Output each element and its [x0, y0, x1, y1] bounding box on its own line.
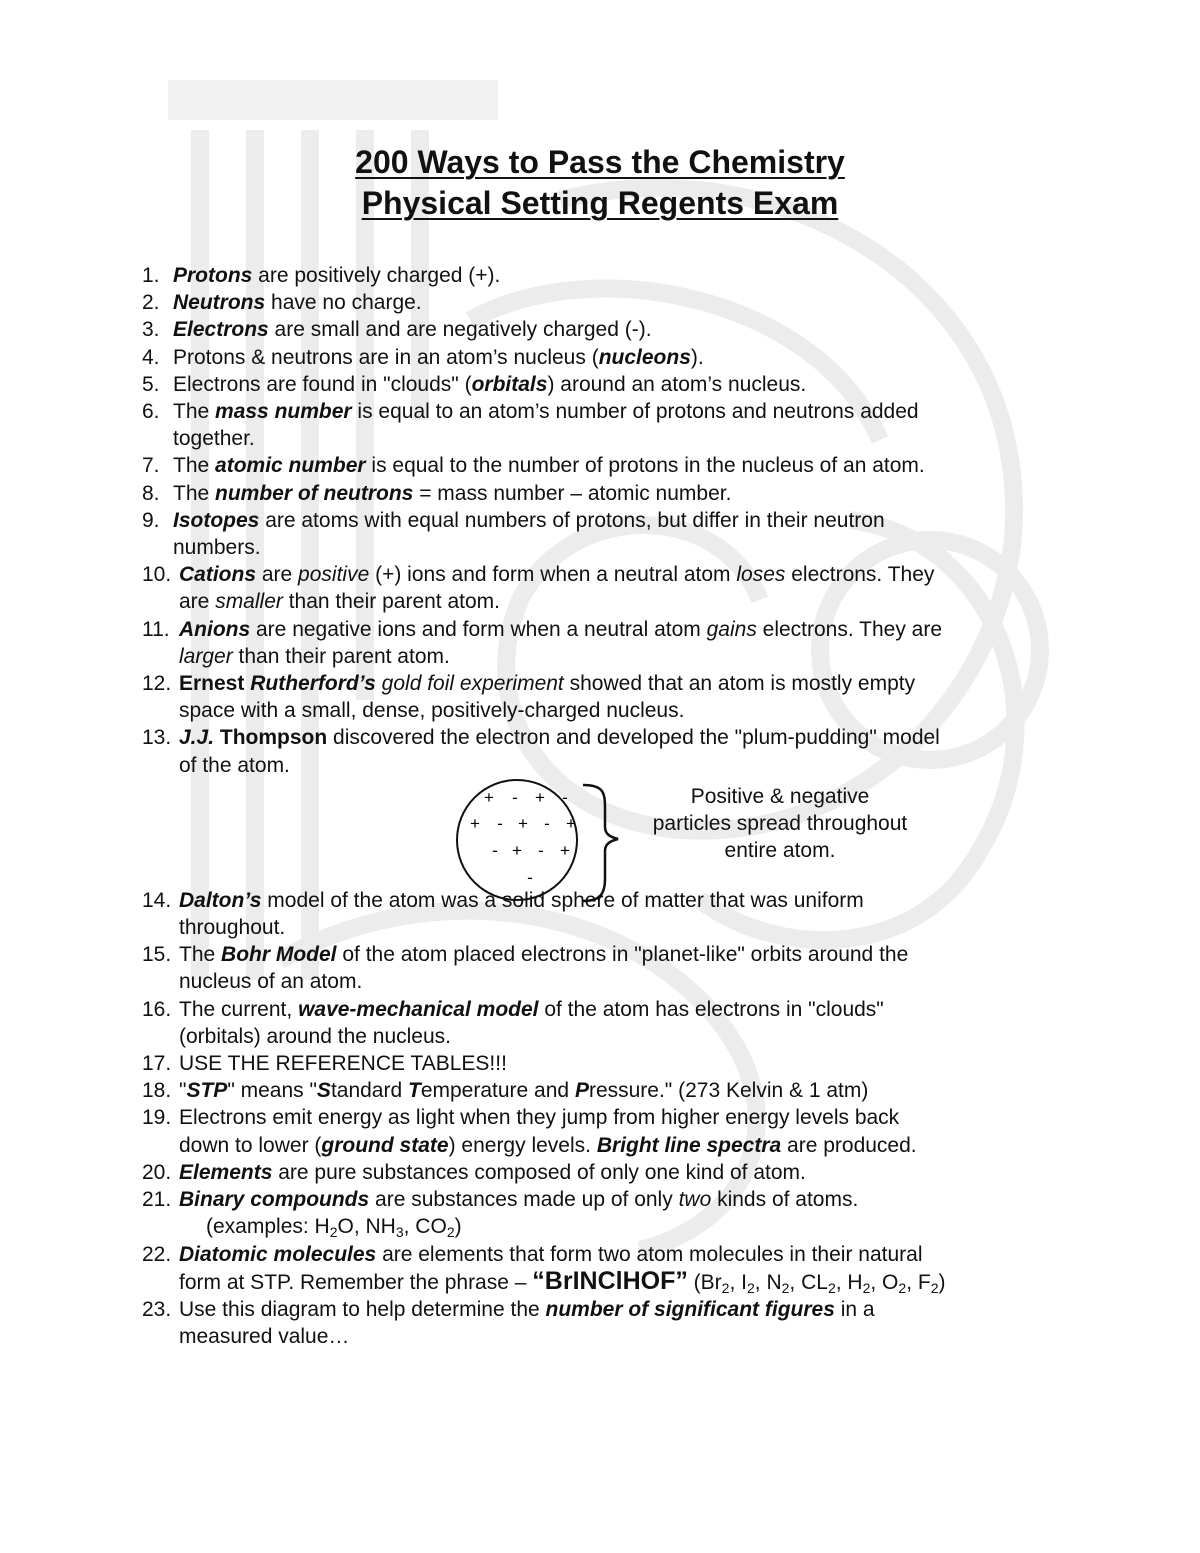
bold-italic-term [179, 563, 256, 586]
text-run: The [173, 400, 216, 424]
subscript: 2 [862, 1279, 871, 1296]
item-line [179, 941, 1062, 968]
positive-charge: + [484, 787, 494, 807]
emphasis-term: nucleons [598, 345, 691, 369]
item-line [179, 697, 1062, 724]
list-item [142, 1159, 1062, 1186]
text-run: space with a small, dense, positively-charged nucleus. [179, 699, 685, 723]
emphasis-term: P [574, 1079, 589, 1103]
text-run: discovered the electron and developed the "plum-pudding" model [327, 726, 940, 750]
text-run: , N [754, 1270, 782, 1294]
text-run: of the atom has electrons in "clouds" [538, 997, 884, 1021]
item-line [173, 507, 1062, 534]
positive-charge: + [560, 840, 570, 860]
list-item [142, 724, 1062, 778]
emphasis-term: Binary compounds [179, 1188, 370, 1212]
text-run: ressure." (273 Kelvin & 1 atm) [588, 1079, 869, 1103]
item-number: 14. [142, 888, 172, 912]
item-line [179, 1050, 1062, 1077]
list-item [142, 616, 1062, 670]
item-number: 11. [142, 617, 170, 641]
bold-italic-term [215, 400, 352, 423]
text-run: The [179, 943, 222, 967]
text-run: , CL [789, 1270, 828, 1294]
item-line [179, 1077, 1062, 1104]
item-number: 3. [142, 318, 160, 342]
text-run: is equal to an atom’s number of protons and neutrons added [351, 400, 919, 424]
subscript: 2 [329, 1224, 338, 1241]
bold-italic-term [408, 1079, 421, 1102]
item-line [179, 1186, 1062, 1213]
text-run: Use this diagram to help determine the [179, 1297, 546, 1321]
list-item [142, 1104, 1062, 1158]
text-run: nucleus of an atom. [179, 970, 363, 994]
emphasis-term: number of neutrons [215, 481, 414, 505]
positive-charge: + [535, 787, 545, 807]
italic-term: smaller [215, 590, 283, 614]
item-line [179, 616, 1062, 643]
bold-italic-term [298, 998, 538, 1021]
item-line [179, 724, 1062, 751]
list-item [142, 1241, 1062, 1296]
text-run: Protons & neutrons are in an atom’s nucleus ( [173, 345, 599, 369]
italic-term: gold foil experiment [381, 672, 564, 696]
emphasis-term: Diatomic molecules [179, 1242, 377, 1266]
item-number: 19. [142, 1106, 172, 1130]
text-run: (Br [687, 1270, 722, 1294]
subscript: 2 [446, 1224, 455, 1241]
text-run: are substances made up of only [369, 1188, 679, 1212]
item-line [179, 670, 1062, 697]
bold-italic-term [599, 346, 691, 369]
text-run: model of the atom was a solid sphere of matter that was uniform [261, 888, 864, 912]
item-line [173, 480, 1062, 507]
list-item [142, 344, 1062, 371]
text-run: ) [454, 1215, 462, 1239]
text-run: ). [690, 345, 704, 369]
item-line [179, 1296, 1062, 1323]
item-line [179, 752, 1062, 779]
emphasis-term: Electrons [173, 318, 269, 342]
item-line [179, 1132, 1062, 1159]
item-line [179, 996, 1062, 1023]
emphasis-term: wave-mechanical model [298, 997, 539, 1021]
positive-charge: + [470, 813, 480, 833]
text-run: kinds of atoms. [711, 1188, 859, 1212]
subscript: 2 [827, 1279, 836, 1296]
bold-term: Ernest [179, 672, 251, 696]
list-item [142, 1186, 1062, 1240]
text-run: electrons. They are [756, 617, 943, 641]
text-run: (+) ions and form when a neutral atom [369, 563, 737, 587]
text-run: of the atom. [179, 753, 290, 777]
text-run: is equal to the number of protons in the nucleus of an atom. [365, 454, 925, 478]
item-number: 22. [142, 1242, 172, 1266]
text-run: down to lower ( [179, 1133, 322, 1157]
item-number: 15. [142, 943, 172, 967]
item-line [179, 588, 1062, 615]
list-item [142, 561, 1062, 615]
negative-charge: - [497, 813, 503, 833]
item-line [179, 1104, 1062, 1131]
text-run: (examples: H [206, 1215, 330, 1239]
subscript: 2 [721, 1279, 730, 1296]
text-run: are positively charged (+). [252, 264, 501, 287]
text-run: ) [938, 1270, 946, 1294]
item-number: 21. [142, 1188, 172, 1212]
item-line [179, 1213, 1062, 1240]
subscript: 2 [930, 1279, 939, 1296]
italic-term: positive [298, 563, 370, 587]
bold-italic-term [215, 454, 366, 477]
text-run: are negative ions and form when a neutral atom [250, 617, 707, 641]
emphasis-term: Cations [179, 563, 257, 587]
emphasis-term: orbitals [471, 372, 548, 396]
item-line [179, 1159, 1062, 1186]
emphasis-term: Bohr Model [221, 943, 337, 967]
text-run: Electrons emit energy as light when they jump from higher energy levels back [179, 1106, 900, 1130]
text-run: of the atom placed electrons in "planet-like" orbits around the [336, 943, 909, 967]
text-run: are small and are negatively charged (-). [268, 318, 652, 342]
emphasis-term: T [408, 1079, 421, 1103]
plum-pudding-diagram [142, 779, 1062, 887]
item-line [179, 561, 1062, 588]
list-item [142, 1296, 1062, 1350]
bold-italic-term [173, 264, 252, 287]
text-run: The [173, 481, 216, 505]
item-number: 18. [142, 1079, 172, 1103]
text-run: are atoms with equal numbers of protons, but differ in their neutron [259, 508, 885, 532]
subscript: 2 [746, 1279, 755, 1296]
item-line [179, 887, 1062, 914]
caption-line: Positive & negative [690, 784, 870, 808]
text-run: emperature and [420, 1079, 575, 1103]
item-number: 10. [142, 563, 172, 587]
bold-italic-term [472, 373, 548, 396]
emphasis-term: STP [186, 1079, 228, 1103]
page-title [0, 142, 1200, 224]
title-line-1: 200 Ways to Pass the Chemistry [355, 144, 845, 180]
text-run: tandard [330, 1079, 408, 1103]
negative-charge: - [544, 813, 550, 833]
item-line [179, 1323, 1062, 1350]
bold-italic-term [179, 1188, 369, 1211]
list-item [142, 887, 1062, 941]
text-run: are [256, 563, 299, 587]
facts-list [142, 262, 1062, 1350]
item-number: 7. [142, 454, 160, 478]
negative-charge: - [512, 787, 518, 807]
item-line [173, 262, 1062, 289]
emphasis-term: Isotopes [173, 508, 260, 532]
text-run: form at STP. Remember the phrase – [179, 1270, 533, 1294]
text-run: The current, [179, 997, 299, 1021]
item-line [173, 316, 1062, 343]
emphasis-term: Anions [179, 617, 251, 641]
emphasis-term: Dalton’s [179, 888, 262, 912]
emphasis-term: J.J. [179, 726, 220, 750]
item-line [179, 1023, 1062, 1050]
bold-italic-term [179, 1243, 376, 1266]
item-number: 16. [142, 997, 172, 1021]
bold-italic-term [250, 672, 376, 695]
item-number: 13. [142, 726, 172, 750]
bold-italic-term [215, 482, 413, 505]
emphasis-term: Neutrons [173, 291, 266, 315]
text-run: than their parent atom. [282, 590, 501, 614]
bold-italic-term [575, 1079, 589, 1102]
bold-term: Thompson [219, 726, 328, 750]
bold-italic-term [546, 1298, 835, 1321]
diagram-caption [620, 783, 940, 865]
item-line [179, 643, 1062, 670]
text-run: have no charge. [265, 291, 422, 315]
bold-italic-term [173, 509, 259, 532]
atom-sketch [142, 779, 642, 904]
text-run: measured value… [179, 1325, 350, 1349]
item-line [179, 1241, 1062, 1268]
negative-charge: - [562, 787, 568, 807]
text-run: USE THE REFERENCE TABLES!!! [179, 1052, 507, 1076]
item-number: 1. [142, 264, 160, 287]
emphasis-term: Rutherford’s [250, 672, 376, 696]
subscript: 2 [781, 1279, 790, 1296]
bold-italic-term [179, 1161, 272, 1184]
list-item [142, 1050, 1062, 1077]
caption-line: entire atom. [724, 839, 836, 863]
text-run: throughout. [179, 916, 286, 940]
text-run: showed that an atom is mostly empty [563, 672, 916, 696]
emphasis-term: Protons [173, 264, 253, 287]
curly-brace [583, 785, 618, 901]
bold-italic-term [321, 1134, 448, 1157]
item-number: 20. [142, 1160, 172, 1184]
item-number: 5. [142, 372, 160, 396]
text-run: , F [906, 1270, 931, 1294]
list-item [142, 452, 1062, 479]
list-item [142, 371, 1062, 398]
item-number: 4. [142, 345, 160, 369]
text-run: , CO [403, 1215, 447, 1239]
bold-italic-term [179, 889, 261, 912]
bold-italic-term [179, 726, 220, 749]
text-run: , O [870, 1270, 899, 1294]
item-line [173, 371, 1062, 398]
bold-italic-term [173, 318, 269, 341]
negative-charge: - [538, 840, 544, 860]
emphasis-term: number of significant figures [545, 1297, 835, 1321]
emphasis-term: Elements [179, 1160, 273, 1184]
item-number: 17. [142, 1052, 172, 1076]
text-run: ) around an atom’s nucleus. [547, 372, 807, 396]
item-line [179, 914, 1062, 941]
negative-charge: - [527, 867, 533, 887]
item-number: 9. [142, 508, 160, 532]
item-number: 6. [142, 400, 160, 424]
list-item [142, 289, 1062, 316]
bold-italic-term [317, 1079, 331, 1102]
item-number: 12. [142, 672, 172, 696]
text-run: ) energy levels. [448, 1133, 597, 1157]
emphasis-term: mass number [215, 400, 352, 424]
text-run: , I [729, 1270, 747, 1294]
list-item [142, 1077, 1062, 1104]
item-number: 8. [142, 481, 160, 505]
mnemonic: “BrINClHOF” [532, 1266, 688, 1295]
text-run: " means " [227, 1079, 317, 1103]
negative-charge: - [492, 840, 498, 860]
text-run: electrons. They [785, 563, 935, 587]
item-line [173, 534, 1062, 561]
text-run: are elements that form two atom molecules in their natural [376, 1242, 923, 1266]
subscript: 3 [395, 1224, 404, 1241]
text-run: are [179, 590, 216, 614]
text-run: = mass number – atomic number. [413, 481, 732, 505]
text-run: , H [835, 1270, 863, 1294]
bold-italic-term [179, 618, 250, 641]
item-line [173, 452, 1062, 479]
text-run: numbers. [173, 536, 261, 560]
list-item [142, 480, 1062, 507]
item-line [179, 968, 1062, 995]
subscript: 2 [898, 1279, 907, 1296]
emphasis-term: atomic number [215, 454, 366, 478]
list-item [142, 316, 1062, 343]
emphasis-term: S [316, 1079, 331, 1103]
item-line [173, 425, 1062, 452]
list-item [142, 670, 1062, 724]
item-number: 23. [142, 1297, 172, 1321]
italic-term: gains [706, 617, 757, 641]
text-run: Electrons are found in "clouds" ( [173, 372, 472, 396]
title-line-2: Physical Setting Regents Exam [361, 185, 839, 221]
text-run: are pure substances composed of only one kind of atom. [272, 1160, 806, 1184]
caption-line: particles spread throughout [652, 812, 908, 836]
item-line [173, 344, 1062, 371]
text-run: O, NH [337, 1215, 396, 1239]
positive-charge: + [512, 840, 522, 860]
text-run: are produced. [781, 1133, 917, 1157]
text-run: together. [173, 427, 255, 451]
bold-italic-term [173, 291, 265, 314]
italic-term: larger [179, 644, 233, 668]
bold-italic-term [597, 1134, 781, 1157]
bold-italic-term [221, 943, 337, 966]
bold-italic-term [186, 1079, 227, 1102]
item-line [173, 289, 1062, 316]
text-run: (orbitals) around the nucleus. [179, 1024, 451, 1048]
list-item [142, 941, 1062, 995]
text-run: " [179, 1079, 187, 1103]
text-run: in a [834, 1297, 875, 1321]
text-run: The [173, 454, 216, 478]
list-item [142, 398, 1062, 452]
emphasis-term: ground state [321, 1133, 449, 1157]
list-item [142, 262, 1062, 289]
emphasis-term: Bright line spectra [596, 1133, 782, 1157]
list-item [142, 507, 1062, 561]
italic-term: loses [736, 563, 786, 587]
text-run: than their parent atom. [232, 644, 450, 668]
item-number: 2. [142, 291, 160, 315]
positive-charge: + [518, 813, 528, 833]
item-line [173, 398, 1062, 425]
italic-term: two [678, 1188, 712, 1212]
positive-charge: + [566, 813, 576, 833]
item-line [179, 1268, 1062, 1296]
list-item [142, 996, 1062, 1050]
